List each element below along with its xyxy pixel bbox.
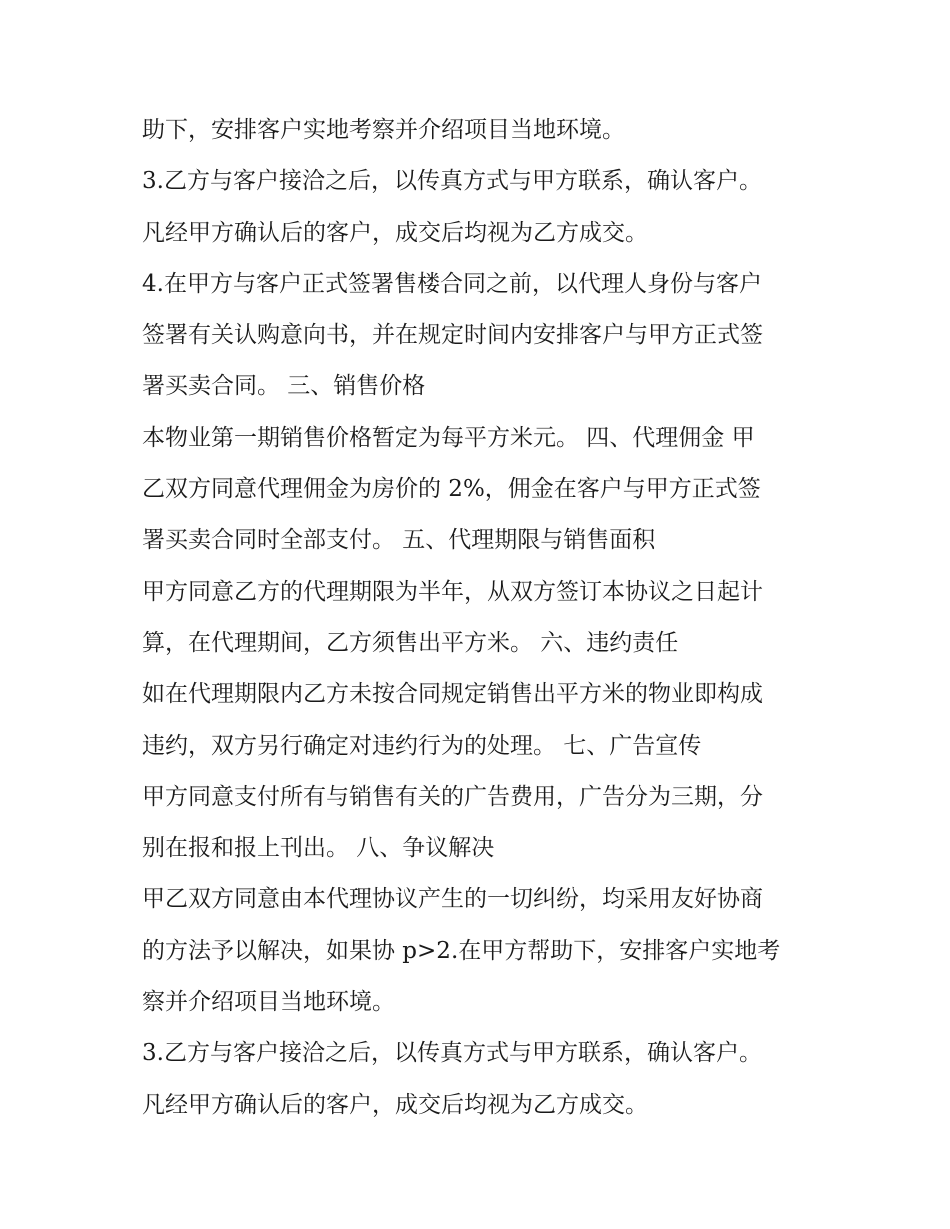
text-line: 4.在甲方与客户正式签署售楼合同之前，以代理人身份与客户 [142,270,762,297]
text-line: 甲乙双方同意由本代理协议产生的一切纠纷，均采用友好协商 [142,886,763,913]
text-line: 如在代理期限内乙方未按合同规定销售出平方米的物业即构成 [142,681,763,708]
text-line: 3.乙方与客户接洽之后，以传真方式与甲方联系，确认客户。 [142,168,762,195]
text-line: 算，在代理期间，乙方须售出平方米。 六、违约责任 [142,629,679,656]
text-line: 违约，双方另行确定对违约行为的处理。 七、广告宣传 [142,732,702,759]
document-body [142,107,832,1133]
text-line: 凡经甲方确认后的客户，成交后均视为乙方成交。 [142,219,648,246]
text-line: 助下，安排客户实地考察并介绍项目当地环境。 [142,117,625,143]
text-line: 甲方同意支付所有与销售有关的广告费用，广告分为三期，分 [142,783,763,810]
text-line: 别在报和报上刊出。 八、争议解决 [142,835,495,862]
text-line: 的方法予以解决，如果协 p>2.在甲方帮助下，安排客户实地考 [142,937,781,964]
text-line: 甲方同意乙方的代理期限为半年，从双方签订本协议之日起计 [142,578,763,605]
text-line: 签署有关认购意向书，并在规定时间内安排客户与甲方正式签 [142,322,763,349]
text-line: 本物业第一期销售价格暂定为每平方米元。 四、代理佣金 甲 [142,424,755,451]
text-line: 乙双方同意代理佣金为房价的 2%，佣金在客户与甲方正式签 [142,476,761,503]
text-line: 察并介绍项目当地环境。 [142,989,395,1016]
text-line: 署买卖合同时全部支付。 五、代理期限与销售面积 [142,527,656,554]
text-line: 署买卖合同。 三、销售价格 [142,373,426,400]
text-line: 3.乙方与客户接洽之后，以传真方式与甲方联系，确认客户。 [142,1040,762,1067]
text-line: 凡经甲方确认后的客户，成交后均视为乙方成交。 [142,1091,648,1118]
